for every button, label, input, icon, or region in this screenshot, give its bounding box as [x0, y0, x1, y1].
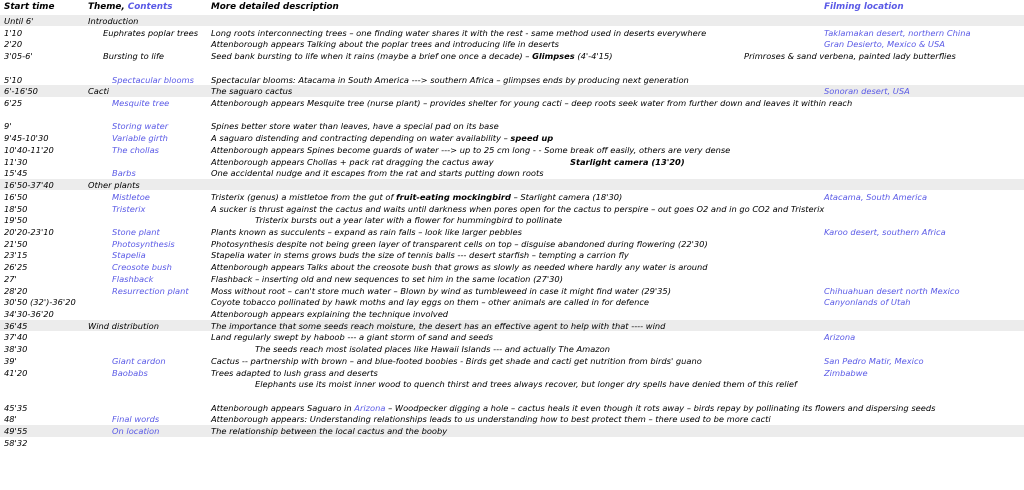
theme-link[interactable]: Mesquite tree — [112, 98, 170, 109]
description — [211, 332, 493, 342]
table-row — [0, 261, 1024, 272]
start-time: 36'45 — [4, 320, 28, 331]
start-time: 45'35 — [4, 402, 28, 413]
description-text: Attenborough appears Chollas + pack rat dragging the cactus away — [211, 156, 494, 167]
table-header — [0, 0, 1024, 14]
description — [211, 227, 522, 237]
inline-link[interactable]: Arizona — [354, 402, 386, 413]
table-row — [0, 273, 1024, 284]
description — [211, 426, 447, 436]
description — [211, 192, 622, 202]
start-time: 39' — [4, 355, 17, 366]
table-row — [0, 167, 1024, 178]
start-time: 58'32 — [4, 437, 28, 448]
description — [211, 204, 824, 214]
description — [211, 145, 730, 155]
start-time: 30'50 (32')-36'20 — [4, 297, 76, 308]
theme-link[interactable]: Barbs — [112, 168, 136, 179]
description-text: Photosynthesis despite not being green layer of transparent cells on top – disguise abandoned during flowering (22'30) — [211, 238, 708, 249]
start-time: 16'50-37'40 — [4, 180, 54, 191]
description-text: Attenborough appears Mesquite tree (nurse plant) – provides shelter for young cacti – deep roots seek water from further down and leaves it within reach — [211, 98, 853, 109]
start-time: 27' — [4, 273, 17, 284]
description-text: Stapelia water in stems grows buds the size of tennis balls --- desert starfish – tempting a carrion fly — [211, 250, 629, 261]
description-text: One accidental nudge and it escapes from the rat and starts putting down roots — [211, 168, 544, 179]
table-row — [0, 437, 1024, 448]
theme-link[interactable]: Baobabs — [112, 367, 148, 378]
table-row — [0, 156, 1024, 167]
description — [211, 356, 702, 366]
table-row — [0, 285, 1024, 296]
theme-link[interactable]: On location — [112, 426, 160, 437]
description-text: Seed bank bursting to life when it rains (maybe a brief one once a decade) – — [211, 51, 530, 62]
description-text: Attenborough appears Talks about the creosote bush that grows as slowly as needed where hardly any water is around — [211, 262, 708, 273]
description-text: The importance that some seeds reach moisture, the desert has an effective agent to help with that ---- wind — [211, 320, 666, 331]
header-start-time: Start time — [4, 2, 55, 12]
highlight-text: Glimpses — [532, 51, 575, 62]
description-text: Spectacular blooms: Atacama in South America ---> southern Africa – glimpses ends by producing next generation — [211, 74, 689, 85]
theme-link: Euphrates poplar trees — [103, 27, 199, 38]
section-title: Wind distribution — [88, 320, 159, 331]
description-text: Attenborough appears explaining the technique involved — [211, 309, 449, 319]
table-row — [0, 144, 1024, 155]
header-theme-label: Theme, — [88, 2, 125, 12]
description-continued: Elephants use its moist inner wood to quench thirst and trees always recover, but longer dry spells have denied them of this relief — [255, 379, 797, 390]
description — [211, 403, 935, 413]
filming-location[interactable]: San Pedro Matir, Mexico — [824, 355, 924, 366]
start-time: 11'30 — [4, 156, 28, 167]
theme-link[interactable]: Stone plant — [112, 226, 160, 237]
start-time: 15'45 — [4, 168, 28, 179]
description — [211, 262, 708, 272]
description — [211, 368, 378, 378]
table-row — [0, 238, 1024, 249]
description — [211, 133, 553, 143]
table-row — [0, 214, 1024, 225]
start-time: 3'05-6' — [4, 51, 33, 62]
start-time: 6'-16'50 — [4, 86, 38, 97]
table-row — [0, 413, 1024, 424]
theme-link: Bursting to life — [103, 51, 165, 62]
theme-link[interactable]: Mistletoe — [112, 191, 150, 202]
theme-link[interactable]: Giant cardon — [112, 355, 166, 366]
theme-link[interactable]: Creosote bush — [112, 262, 172, 273]
description-text: A saguaro distending and contracting depending on water availability – — [211, 133, 508, 144]
theme-link[interactable]: Photosynthesis — [112, 238, 175, 249]
description — [211, 286, 671, 296]
table-row — [0, 120, 1024, 131]
table-row — [0, 109, 1024, 120]
highlight-text: fruit-eating mockingbird — [396, 191, 511, 202]
description-tail: – Woodpecker digging a hole – cactus heals it even though it rots away – birds repay by pollinating its flowers and dispersing seeds — [388, 402, 936, 413]
table-row — [0, 132, 1024, 143]
table-row — [0, 203, 1024, 214]
description — [211, 121, 499, 131]
table-row — [0, 97, 1024, 108]
filming-location[interactable]: Sonoran desert, USA — [824, 86, 910, 97]
table-row — [0, 249, 1024, 260]
description-text: The saguaro cactus — [211, 86, 293, 97]
start-time: 37'40 — [4, 332, 28, 343]
description-text: Cactus -- partnership with brown – and blue-footed boobies - Birds get shade and cacti get nutrition from birds' guano — [211, 355, 702, 366]
description — [211, 414, 771, 424]
theme-link[interactable]: Stapelia — [112, 250, 146, 261]
table-row — [0, 402, 1024, 413]
description — [211, 51, 612, 61]
header-description: More detailed description — [211, 2, 339, 12]
start-time: 6'25 — [4, 98, 23, 109]
table-row — [0, 308, 1024, 319]
description-text: The relationship between the local cactus and the booby — [211, 426, 448, 437]
theme-link[interactable]: Spectacular blooms — [112, 74, 194, 85]
header-location: Filming location — [824, 2, 904, 12]
theme-link[interactable]: Resurrection plant — [112, 285, 189, 296]
start-time: 23'15 — [4, 250, 28, 261]
filming-location[interactable]: Gran Desierto, Mexico & USA — [824, 39, 945, 50]
section-title: Other plants — [88, 180, 140, 191]
description-text: Land regularly swept by haboob --- a giant storm of sand and seeds — [211, 332, 493, 343]
table-row — [0, 27, 1024, 38]
table-row — [0, 179, 1024, 190]
header-contents-link[interactable]: Contents — [127, 2, 173, 12]
table-row — [0, 191, 1024, 202]
extra-note: Primroses & sand verbena, painted lady butterflies — [744, 51, 956, 62]
description — [211, 86, 292, 96]
theme-link[interactable]: Tristerix — [112, 203, 146, 214]
start-time: 41'20 — [4, 367, 28, 378]
description — [211, 168, 544, 178]
table-row — [0, 320, 1024, 331]
description-text: Plants known as succulents – expand as rain falls – look like larger pebbles — [211, 226, 522, 237]
table-row — [0, 296, 1024, 307]
start-time: 34'30-36'20 — [4, 309, 54, 319]
description-tail: (4'-4'15) — [577, 51, 613, 62]
description-text: Trees adapted to lush grass and deserts — [211, 367, 378, 378]
start-time: 1'10 — [4, 27, 23, 38]
table-row — [0, 15, 1024, 26]
table-row — [0, 390, 1024, 401]
description-text: Spines better store water than leaves, have a special pad on its base — [211, 121, 499, 132]
table-row — [0, 378, 1024, 389]
section-title: Introduction — [88, 16, 139, 26]
start-time: 9'45-10'30 — [4, 133, 49, 144]
description-text: Tristerix (genus) a mistletoe from the gut of — [211, 191, 394, 202]
table-row — [0, 367, 1024, 378]
start-time: 21'50 — [4, 238, 28, 249]
table-row — [0, 355, 1024, 366]
start-time: 26'25 — [4, 262, 28, 273]
description — [211, 39, 559, 49]
description — [211, 309, 448, 319]
filming-location[interactable]: Arizona — [824, 332, 856, 343]
table-row — [0, 38, 1024, 49]
description-text: Moss without root – can't store much water – Blown by wind as tumbleweed in case it might find water (29'35) — [211, 285, 671, 296]
theme-link[interactable]: The chollas — [112, 144, 159, 155]
highlight-text: speed up — [510, 133, 554, 144]
description — [211, 75, 689, 85]
description-text: Coyote tobacco pollinated by hawk moths and lay eggs on them – other animals are called in for defence — [211, 297, 650, 308]
description — [211, 98, 852, 108]
description — [211, 28, 706, 38]
table-row — [0, 425, 1024, 436]
description-text: Attenborough appears: Understanding relationships leads to us understanding how to best protect them – there used to be more cacti — [211, 414, 771, 425]
description — [211, 239, 708, 249]
description-text: Attenborough appears Saguaro in — [211, 402, 352, 413]
table-row — [0, 331, 1024, 342]
start-time: 10'40-11'20 — [4, 144, 54, 155]
theme-link[interactable]: Final words — [112, 414, 160, 425]
description-text: Attenborough appears Spines become guards of water ---> up to 25 cm long - - Some break off easily, others are very dense — [211, 144, 731, 155]
description — [211, 274, 563, 284]
description-text: Long roots interconnecting trees – one finding water shares it with the rest - same method used in deserts everywhere — [211, 27, 707, 38]
header-theme — [88, 2, 172, 12]
start-time: 38'30 — [4, 344, 28, 355]
description — [211, 157, 494, 167]
filming-location[interactable]: Atacama, South America — [824, 191, 928, 202]
filming-location[interactable]: Karoo desert, southern Africa — [824, 226, 946, 237]
theme-link[interactable]: Storing water — [112, 121, 169, 132]
description-text: Flashback – inserting old and new sequences to set him in the same location (27'30) — [211, 273, 563, 284]
filming-location[interactable]: Zimbabwe — [824, 367, 868, 378]
table-row — [0, 74, 1024, 85]
extra-note-bold: Starlight camera (13'20) — [570, 156, 685, 167]
table-row — [0, 85, 1024, 96]
filming-location[interactable]: Chihuahuan desert north Mexico — [824, 285, 960, 296]
start-time: 18'50 — [4, 203, 28, 214]
start-time: 48' — [4, 414, 17, 425]
start-time: 9' — [4, 121, 12, 132]
description-text: Attenborough appears Talking about the poplar trees and introducing life in deserts — [211, 39, 559, 50]
table-row — [0, 62, 1024, 73]
description — [211, 250, 629, 260]
description-continued: The seeds reach most isolated places like Hawaii Islands --- and actually The Amazon — [255, 344, 610, 355]
start-time: 5'10 — [4, 74, 23, 85]
description — [211, 321, 665, 331]
table-row — [0, 343, 1024, 354]
theme-link[interactable]: Variable girth — [112, 133, 168, 144]
table-row — [0, 50, 1024, 61]
start-time: 2'20 — [4, 39, 23, 50]
start-time: 20'20-23'10 — [4, 226, 54, 237]
start-time: 49'55 — [4, 426, 28, 437]
description-text: A sucker is thrust against the cactus and waits until darkness when pores open for the cactus to perspire – out goes O2 and in go CO2 and Tristerix — [211, 203, 825, 214]
description-continued: Tristerix bursts out a year later with a flower for hummingbird to pollinate — [255, 215, 563, 226]
start-time: 19'50 — [4, 215, 28, 226]
start-time: Until 6' — [4, 16, 34, 26]
filming-location[interactable]: Taklamakan desert, northern China — [824, 27, 971, 38]
theme-link[interactable]: Flashback — [112, 273, 154, 284]
description-tail: – Starlight camera (18'30) — [513, 191, 623, 202]
table-row — [0, 226, 1024, 237]
filming-location[interactable]: Canyonlands of Utah — [824, 297, 911, 308]
section-title: Cacti — [88, 86, 109, 97]
start-time: 28'20 — [4, 285, 28, 296]
description — [211, 297, 649, 307]
start-time: 16'50 — [4, 191, 28, 202]
